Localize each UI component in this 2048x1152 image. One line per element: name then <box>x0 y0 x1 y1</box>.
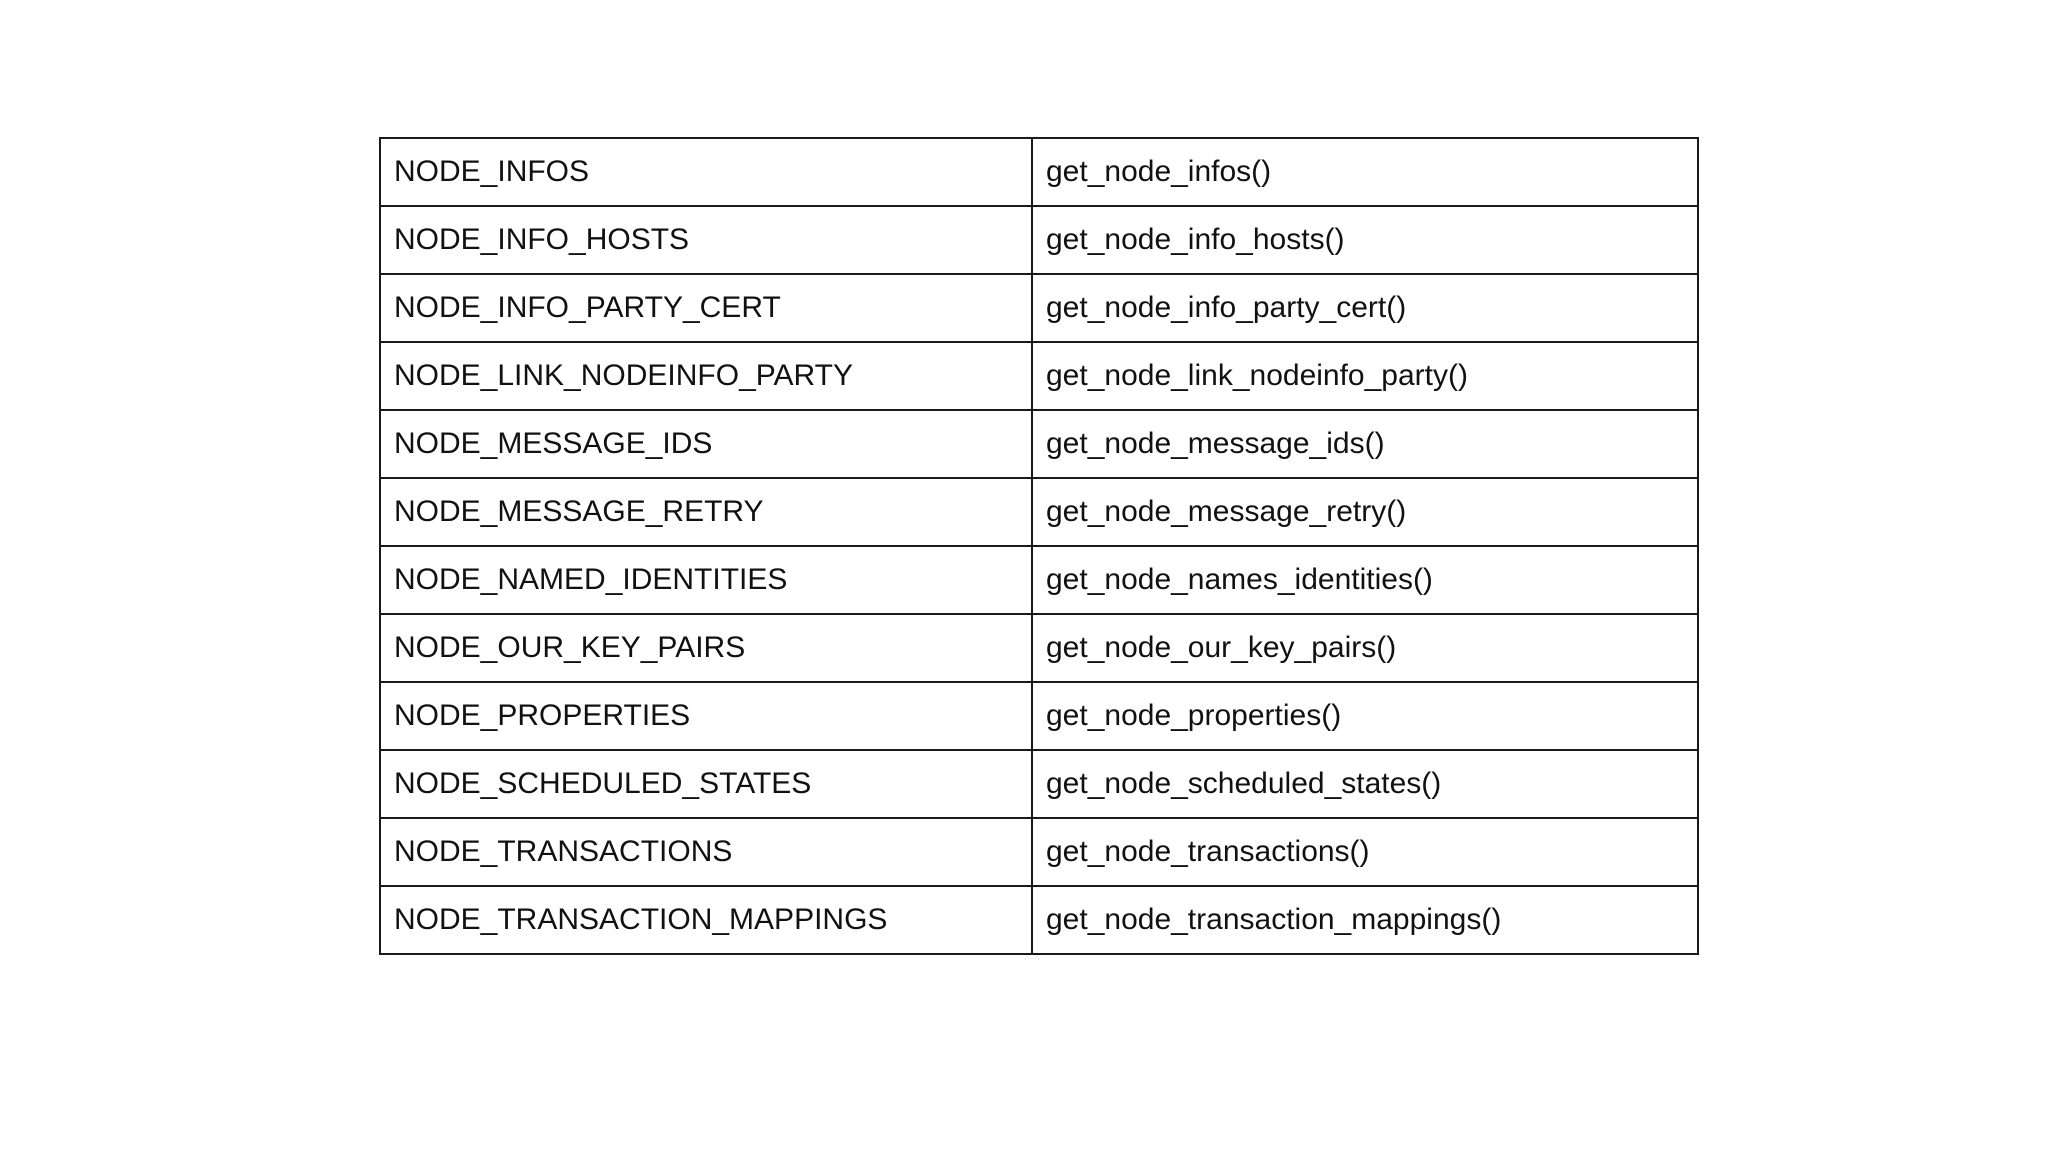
constant-cell: NODE_TRANSACTION_MAPPINGS <box>380 886 1032 954</box>
constant-cell: NODE_INFOS <box>380 138 1032 206</box>
method-cell: get_node_scheduled_states() <box>1032 750 1698 818</box>
table-row <box>380 614 1698 682</box>
table-row <box>380 206 1698 274</box>
table-row <box>380 274 1698 342</box>
constant-cell: NODE_PROPERTIES <box>380 682 1032 750</box>
table-row <box>380 138 1698 206</box>
constant-cell: NODE_MESSAGE_RETRY <box>380 478 1032 546</box>
method-cell: get_node_our_key_pairs() <box>1032 614 1698 682</box>
constant-cell: NODE_OUR_KEY_PAIRS <box>380 614 1032 682</box>
table-row <box>380 750 1698 818</box>
method-cell: get_node_properties() <box>1032 682 1698 750</box>
table-row <box>380 886 1698 954</box>
constant-cell: NODE_SCHEDULED_STATES <box>380 750 1032 818</box>
method-cell: get_node_names_identities() <box>1032 546 1698 614</box>
table-row <box>380 342 1698 410</box>
constant-cell: NODE_LINK_NODEINFO_PARTY <box>380 342 1032 410</box>
table-row <box>380 410 1698 478</box>
method-cell: get_node_info_party_cert() <box>1032 274 1698 342</box>
constant-cell: NODE_TRANSACTIONS <box>380 818 1032 886</box>
constant-cell: NODE_MESSAGE_IDS <box>380 410 1032 478</box>
method-cell: get_node_transactions() <box>1032 818 1698 886</box>
mapping-table <box>379 137 1699 955</box>
table-row <box>380 546 1698 614</box>
table-row <box>380 818 1698 886</box>
method-cell: get_node_link_nodeinfo_party() <box>1032 342 1698 410</box>
constant-cell: NODE_INFO_PARTY_CERT <box>380 274 1032 342</box>
table-row <box>380 682 1698 750</box>
table-row <box>380 478 1698 546</box>
method-cell: get_node_transaction_mappings() <box>1032 886 1698 954</box>
constant-cell: NODE_NAMED_IDENTITIES <box>380 546 1032 614</box>
method-cell: get_node_infos() <box>1032 138 1698 206</box>
constant-cell: NODE_INFO_HOSTS <box>380 206 1032 274</box>
method-cell: get_node_message_ids() <box>1032 410 1698 478</box>
method-cell: get_node_info_hosts() <box>1032 206 1698 274</box>
method-cell: get_node_message_retry() <box>1032 478 1698 546</box>
